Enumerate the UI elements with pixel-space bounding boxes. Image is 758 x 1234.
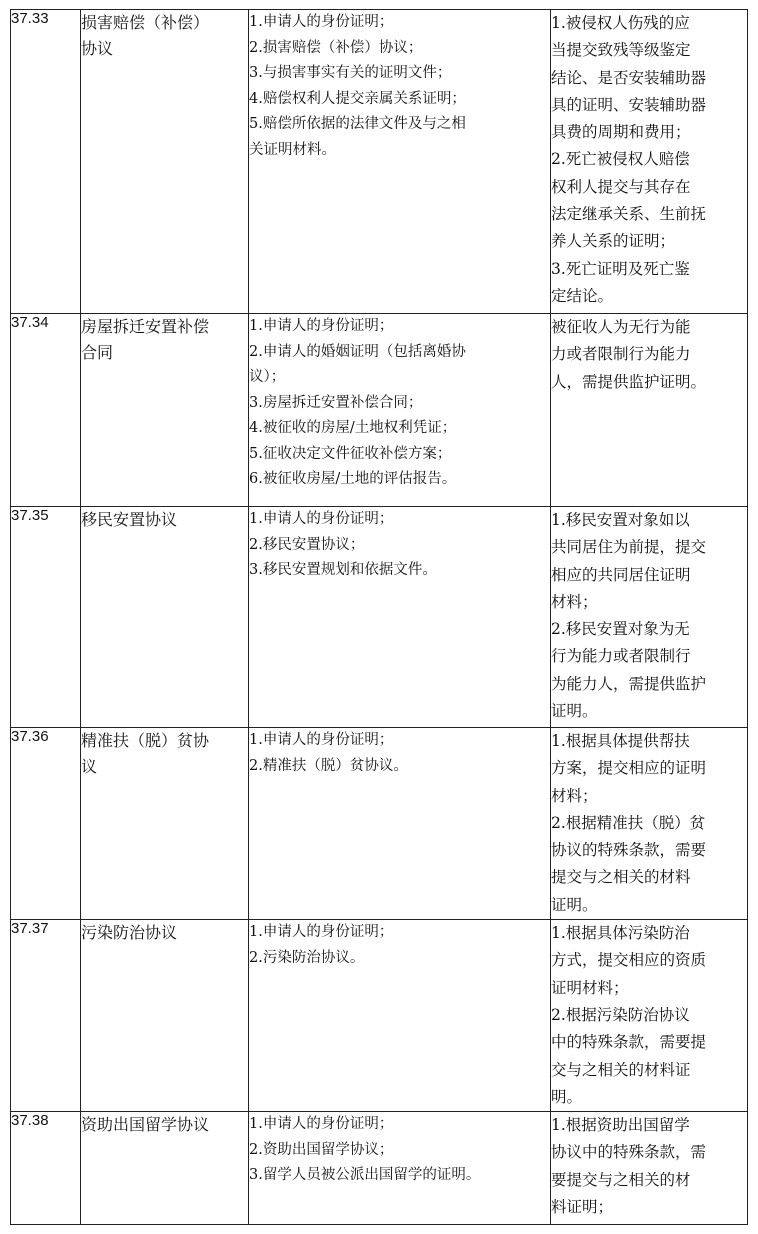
required-materials — [249, 507, 551, 728]
remarks-line: 协议的特殊条款，需要 — [551, 841, 707, 860]
remarks-line: 证明。 — [551, 895, 598, 914]
remarks-line: 材料； — [551, 592, 598, 611]
remarks-line: 具费的周期和费用； — [551, 123, 691, 142]
remarks-line: 2.移民安置对象为无 — [551, 620, 690, 639]
required-materials-line: 2.精准扶（脱）贫协议。 — [249, 757, 408, 774]
table-row — [11, 507, 748, 728]
table-row — [11, 728, 748, 920]
remarks-line: 中的特殊条款，需要提 — [551, 1033, 707, 1052]
agreement-name-line: 资助出国留学协议 — [81, 1115, 210, 1135]
required-materials-line: 2.污染防治协议。 — [249, 949, 365, 966]
remarks-line: 料证明； — [551, 1198, 614, 1217]
required-materials-line: 议）； — [249, 369, 286, 385]
required-materials-line: 3.移民安置规划和依据文件。 — [249, 562, 437, 578]
required-materials-line: 2.损害赔偿（补偿）协议； — [249, 39, 423, 56]
required-materials-line: 2.申请人的婚姻证明（包括离婚协 — [249, 343, 466, 360]
required-materials — [249, 728, 551, 920]
remarks-line: 3.死亡证明及死亡鉴 — [551, 259, 690, 278]
remarks-line: 结论、是否安装辅助器 — [551, 68, 707, 87]
remarks-line: 证明。 — [551, 702, 598, 721]
remarks — [551, 314, 748, 507]
remarks-line: 养人关系的证明； — [551, 232, 676, 251]
item-number: 37.37 — [11, 920, 81, 1112]
required-materials — [249, 10, 551, 314]
remarks-line: 明。 — [551, 1087, 583, 1106]
required-materials-line: 5.征收决定文件征收补偿方案； — [249, 445, 452, 462]
remarks-line: 相应的共同居住证明 — [551, 565, 691, 584]
remarks-line: 具的证明、安装辅助器 — [551, 95, 707, 114]
table-row — [11, 314, 748, 507]
agreement-name-line: 合同 — [81, 343, 114, 362]
remarks-line: 提交与之相关的材料 — [551, 868, 691, 887]
remarks-line: 1.移民安置对象如以 — [551, 511, 690, 529]
agreement-name-line: 议 — [81, 757, 98, 776]
required-materials-line: 1.申请人的身份证明； — [249, 511, 394, 527]
required-materials-line: 关证明材料。 — [249, 141, 336, 158]
remarks-line: 1.被侵权人伤残的应 — [551, 14, 690, 32]
item-number: 37.36 — [11, 728, 81, 920]
table-row — [11, 920, 748, 1112]
remarks-line: 2.死亡被侵权人赔偿 — [551, 150, 690, 169]
required-materials — [249, 920, 551, 1112]
required-materials-line: 2.资助出国留学协议； — [249, 1141, 394, 1158]
remarks-line: 方式，提交相应的资质 — [551, 951, 707, 970]
table-row — [11, 1112, 748, 1225]
agreement-name-line: 损害赔偿（补偿） — [81, 13, 210, 32]
required-materials-line: 5.赔偿所依据的法律文件及与之相 — [249, 116, 466, 132]
remarks-line: 方案，提交相应的证明 — [551, 759, 707, 778]
remarks-line: 为能力人，需提供监护 — [551, 674, 707, 693]
remarks-line: 人，需提供监护证明。 — [551, 372, 707, 391]
remarks-line: 权利人提交与其存在 — [551, 177, 691, 196]
agreement-name-line: 污染防治协议 — [81, 923, 178, 943]
remarks-line: 证明材料； — [551, 978, 629, 997]
agreement-name — [81, 507, 249, 728]
required-materials-line: 4.被征收的房屋/土地权利凭证； — [249, 420, 457, 436]
item-number: 37.38 — [11, 1112, 81, 1225]
required-materials-line: 1.申请人的身份证明； — [249, 924, 394, 941]
remarks-line: 被征收人为无行为能 — [551, 318, 691, 336]
remarks-line: 交与之相关的材料证 — [551, 1060, 691, 1079]
required-materials-line: 6.被征收房屋/土地的评估报告。 — [249, 471, 457, 487]
agreement-name — [81, 314, 249, 507]
required-materials-line: 1.申请人的身份证明； — [249, 732, 394, 748]
remarks-line: 力或者限制行为能力 — [551, 345, 691, 364]
required-materials-line: 3.留学人员被公派出国留学的证明。 — [249, 1167, 481, 1184]
agreement-name-line: 移民安置协议 — [81, 510, 178, 529]
item-number: 37.34 — [11, 314, 81, 507]
remarks-line: 1.根据资助出国留学 — [551, 1116, 690, 1135]
required-materials-line: 1.申请人的身份证明； — [249, 318, 394, 334]
agreement-name — [81, 920, 249, 1112]
remarks — [551, 507, 748, 728]
remarks — [551, 920, 748, 1112]
remarks-line: 定结论。 — [551, 286, 614, 305]
remarks-line: 2.根据精准扶（脱）贫 — [551, 813, 706, 832]
agreement-name — [81, 10, 249, 314]
agreement-name-line: 协议 — [81, 39, 114, 58]
remarks-line: 1.根据具体提供帮扶 — [551, 732, 690, 750]
item-number: 37.33 — [11, 10, 81, 314]
remarks-line: 材料； — [551, 786, 598, 805]
required-materials-line: 1.申请人的身份证明； — [249, 1116, 394, 1133]
remarks — [551, 1112, 748, 1225]
required-materials-line: 1.申请人的身份证明； — [249, 14, 394, 30]
materials-table — [10, 9, 748, 1225]
remarks-line: 法定继承关系、生前抚 — [551, 205, 707, 224]
table-row — [11, 10, 748, 314]
remarks-line: 2.根据污染防治协议 — [551, 1005, 690, 1024]
remarks-line: 协议中的特殊条款，需 — [551, 1143, 707, 1162]
remarks-line: 行为能力或者限制行 — [551, 647, 691, 666]
remarks-line: 要提交与之相关的材 — [551, 1170, 691, 1189]
required-materials-line: 4.赔偿权利人提交亲属关系证明； — [249, 90, 466, 107]
agreement-name-line: 房屋拆迁安置补偿 — [81, 317, 210, 336]
remarks — [551, 10, 748, 314]
item-number: 37.35 — [11, 507, 81, 728]
required-materials-line: 3.与损害事实有关的证明文件； — [249, 65, 452, 81]
agreement-name — [81, 728, 249, 920]
remarks-line: 1.根据具体污染防治 — [551, 924, 690, 943]
remarks-line: 共同居住为前提，提交 — [551, 538, 707, 557]
required-materials — [249, 314, 551, 507]
required-materials — [249, 1112, 551, 1225]
agreement-name-line: 精准扶（脱）贫协 — [81, 731, 210, 750]
required-materials-line: 3.房屋拆迁安置补偿合同； — [249, 394, 423, 411]
remarks-line: 当提交致残等级鉴定 — [551, 41, 691, 60]
remarks — [551, 728, 748, 920]
required-materials-line: 2.移民安置协议； — [249, 536, 365, 553]
table-body — [11, 10, 748, 1225]
agreement-name — [81, 1112, 249, 1225]
